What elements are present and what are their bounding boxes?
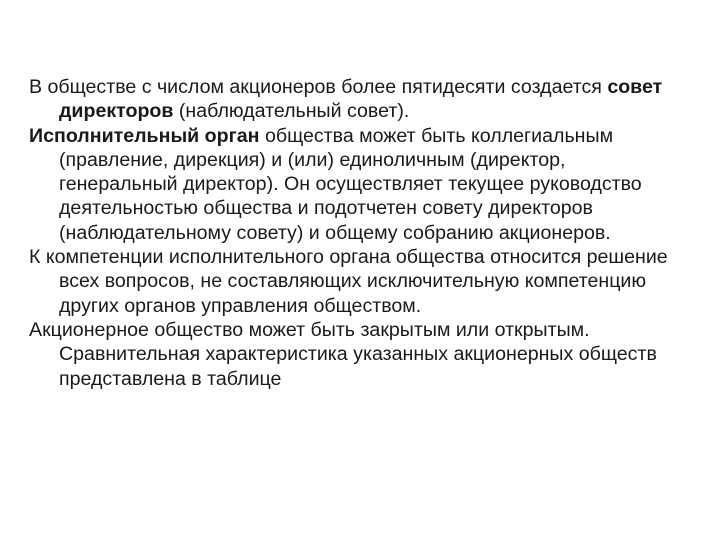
paragraph-executive-body [29, 124, 689, 245]
bold-term-executive-body: Исполнительный орган [29, 124, 260, 147]
paragraph-competence [29, 245, 689, 318]
paragraph-company-types [29, 318, 689, 391]
text-body [29, 75, 689, 391]
paragraph-board-of-directors [29, 75, 689, 124]
paragraph-text: (наблюдательный совет). [173, 100, 410, 123]
bold-term-board-of-directors: совет директоров [59, 76, 663, 123]
paragraph-text: К компетенции исполнительного органа общества относится решение всех вопросов, не составляющих исключительную компетенцию других органов управления обществом. [29, 246, 668, 317]
paragraph-text: общества может быть коллегиальным (правление, дирекция) и (или) единоличным (директор, генеральный директор). Он осуществляет текущее руководство деятельностью общества и подотчетен совету директоров (наблюдательному совету) и общему собранию акционеров. [59, 124, 642, 244]
paragraph-text: Акционерное общество может быть закрытым или открытым. Сравнительная характеристика указанных акционерных обществ представлена в таблице [29, 318, 657, 390]
paragraph-text: В обществе с числом акционеров более пятидесяти создается [29, 76, 608, 98]
